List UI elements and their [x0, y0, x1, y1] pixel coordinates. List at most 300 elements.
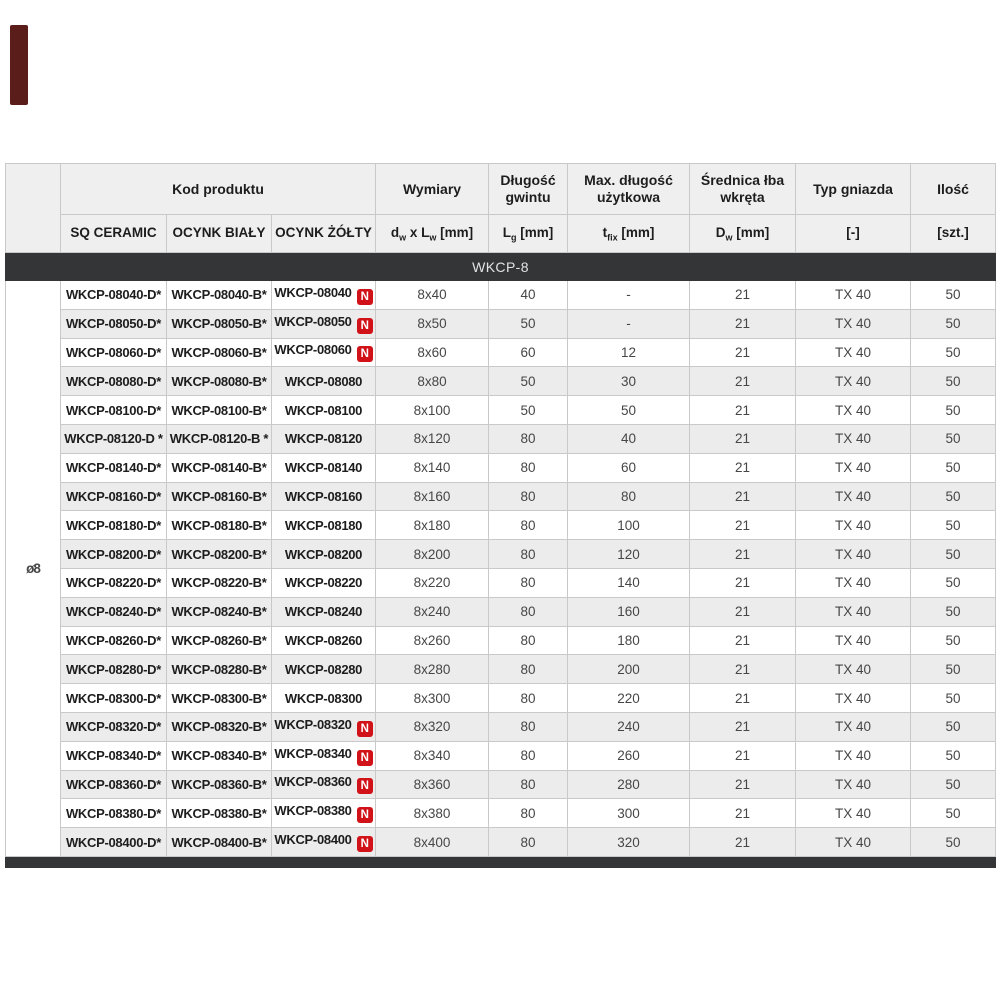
- cell-head-diameter-text: 21: [735, 575, 751, 591]
- cell-usable-length: [568, 741, 690, 770]
- cell-code-sq-ceramic: [61, 828, 167, 857]
- cell-code-sq-ceramic: [61, 281, 167, 310]
- cell-dims-text: 8x400: [413, 834, 451, 850]
- cell-code-ocynk-bialy-text: WKCP-08360-B*: [171, 776, 267, 792]
- cell-quantity-text: 50: [945, 517, 961, 533]
- cell-code-sq-ceramic-text: WKCP-08300-D*: [65, 690, 162, 706]
- cell-code-sq-ceramic-text: WKCP-08380-D*: [65, 805, 162, 821]
- cell-usable-length-text: 50: [621, 402, 637, 418]
- cell-usable-length: [568, 453, 690, 482]
- cell-code-ocynk-bialy: [167, 453, 272, 482]
- diameter-label: ø8: [6, 281, 61, 857]
- new-badge-icon: N: [357, 289, 373, 305]
- cell-thread-length: [489, 597, 568, 626]
- cell-dims: [376, 741, 489, 770]
- cell-head-diameter: [690, 799, 796, 828]
- cell-socket-type: [796, 424, 911, 453]
- cell-head-diameter: [690, 396, 796, 425]
- cell-usable-length: [568, 482, 690, 511]
- cell-dims: [376, 367, 489, 396]
- cell-usable-length-text: 240: [617, 719, 640, 735]
- cell-head-diameter: [690, 770, 796, 799]
- subcol-unit-usable-length: [568, 215, 690, 253]
- table-row: [6, 626, 996, 655]
- cell-usable-length: [568, 568, 690, 597]
- cell-thread-length: [489, 626, 568, 655]
- cell-head-diameter: [690, 597, 796, 626]
- cell-code-ocynk-bialy: [167, 684, 272, 713]
- cell-code-sq-ceramic: [61, 309, 167, 338]
- table-row: [6, 712, 996, 741]
- cell-socket-type-text: TX 40: [835, 316, 872, 332]
- cell-code-ocynk-zolty-text: WKCP-08380: [274, 803, 352, 819]
- cell-code-ocynk-bialy-text: WKCP-08080-B*: [171, 373, 267, 389]
- cell-quantity: [911, 396, 996, 425]
- cell-thread-length: [489, 828, 568, 857]
- col-header-max-usable-length: Max. długość użytkowa: [568, 164, 690, 215]
- cell-quantity: [911, 309, 996, 338]
- cell-head-diameter-text: 21: [735, 690, 751, 706]
- cell-code-sq-ceramic-text: WKCP-08340-D*: [65, 748, 162, 764]
- subcol-unit-quantity: [szt.]: [911, 215, 996, 253]
- cell-quantity: [911, 684, 996, 713]
- cell-socket-type: [796, 309, 911, 338]
- cell-quantity-text: 50: [945, 431, 961, 447]
- cell-thread-length: [489, 712, 568, 741]
- cell-quantity: [911, 453, 996, 482]
- cell-code-ocynk-zolty-text: WKCP-08060: [274, 342, 352, 358]
- cell-code-ocynk-zolty-text: WKCP-08180: [284, 517, 363, 533]
- new-badge-icon: N: [357, 807, 373, 823]
- cell-code-ocynk-zolty: [272, 338, 376, 367]
- cell-socket-type-text: TX 40: [835, 344, 872, 360]
- cell-socket-type: [796, 453, 911, 482]
- cell-code-ocynk-bialy-text: WKCP-08180-B*: [171, 517, 267, 533]
- cell-code-sq-ceramic-text: WKCP-08240-D*: [65, 604, 162, 620]
- cell-head-diameter: [690, 712, 796, 741]
- cell-thread-length-text: 60: [520, 344, 536, 360]
- bottom-band-strip: [6, 856, 996, 867]
- cell-thread-length: [489, 453, 568, 482]
- cell-code-ocynk-bialy: [167, 396, 272, 425]
- cell-usable-length-text: 140: [617, 575, 640, 591]
- cell-head-diameter: [690, 453, 796, 482]
- table-row: [6, 568, 996, 597]
- cell-head-diameter: [690, 568, 796, 597]
- cell-code-ocynk-zolty: [272, 684, 376, 713]
- cell-socket-type-text: TX 40: [835, 402, 872, 418]
- cell-code-ocynk-zolty-text: WKCP-08340: [274, 745, 352, 761]
- cell-thread-length: [489, 741, 568, 770]
- cell-head-diameter-text: 21: [735, 316, 751, 332]
- cell-code-ocynk-bialy: [167, 367, 272, 396]
- cell-quantity-text: 50: [945, 546, 961, 562]
- table-body: [6, 281, 996, 857]
- unit-text: [mm]: [617, 225, 655, 241]
- table-row: [6, 453, 996, 482]
- cell-code-ocynk-bialy: [167, 655, 272, 684]
- group-band-label: WKCP-8: [6, 253, 996, 281]
- cell-thread-length-text: 80: [520, 661, 536, 677]
- cell-thread-length-text: 50: [520, 373, 536, 389]
- cell-quantity-text: 50: [945, 316, 961, 332]
- cell-usable-length-text: 300: [617, 805, 640, 821]
- cell-head-diameter-text: 21: [735, 776, 751, 792]
- cell-socket-type-text: TX 40: [835, 748, 872, 764]
- cell-thread-length-text: 80: [520, 776, 536, 792]
- cell-head-diameter-text: 21: [735, 460, 751, 476]
- cell-usable-length-text: 60: [621, 460, 637, 476]
- cell-code-ocynk-zolty: [272, 281, 376, 310]
- new-badge-icon: N: [357, 346, 373, 362]
- cell-quantity: [911, 281, 996, 310]
- new-badge-icon: N: [357, 836, 373, 852]
- cell-code-ocynk-zolty-text: WKCP-08260: [284, 632, 363, 648]
- cell-code-sq-ceramic-text: WKCP-08220-D*: [65, 575, 162, 591]
- cell-usable-length-text: 40: [621, 431, 637, 447]
- cell-head-diameter-text: 21: [735, 632, 751, 648]
- cell-head-diameter: [690, 511, 796, 540]
- cell-quantity-text: 50: [945, 690, 961, 706]
- cell-code-ocynk-zolty-text: WKCP-08300: [284, 690, 363, 706]
- cell-code-sq-ceramic-text: WKCP-08140-D*: [65, 460, 162, 476]
- cell-usable-length-text: -: [626, 287, 631, 303]
- cell-dims: [376, 568, 489, 597]
- cell-dims: [376, 424, 489, 453]
- cell-thread-length-text: 80: [520, 460, 536, 476]
- cell-code-ocynk-bialy-text: WKCP-08400-B*: [171, 834, 267, 850]
- cell-head-diameter-text: 21: [735, 604, 751, 620]
- subcol-unit-thread-length: [489, 215, 568, 253]
- cell-thread-length-text: 80: [520, 632, 536, 648]
- cell-socket-type: [796, 338, 911, 367]
- cell-code-sq-ceramic: [61, 396, 167, 425]
- cell-code-ocynk-zolty: [272, 482, 376, 511]
- product-spec-table: [5, 163, 996, 868]
- cell-dims: [376, 281, 489, 310]
- cell-code-sq-ceramic: [61, 338, 167, 367]
- new-badge-icon: N: [357, 778, 373, 794]
- cell-quantity: [911, 338, 996, 367]
- cell-usable-length-text: -: [626, 316, 631, 332]
- cell-code-sq-ceramic-text: WKCP-08200-D*: [65, 546, 162, 562]
- cell-code-ocynk-bialy: [167, 309, 272, 338]
- cell-socket-type-text: TX 40: [835, 776, 872, 792]
- cell-quantity-text: 50: [945, 805, 961, 821]
- cell-thread-length: [489, 684, 568, 713]
- cell-usable-length: [568, 626, 690, 655]
- cell-code-ocynk-zolty: [272, 309, 376, 338]
- cell-dims-text: 8x40: [417, 287, 447, 303]
- cell-thread-length-text: 80: [520, 690, 536, 706]
- cell-dims-text: 8x100: [413, 402, 451, 418]
- cell-quantity: [911, 770, 996, 799]
- cell-usable-length-text: 120: [617, 546, 640, 562]
- table-bottom-band: [6, 856, 996, 867]
- cell-socket-type: [796, 511, 911, 540]
- cell-code-ocynk-zolty-text: WKCP-08220: [284, 575, 363, 591]
- cell-code-sq-ceramic: [61, 799, 167, 828]
- new-badge-icon: N: [357, 318, 373, 334]
- cell-code-ocynk-bialy: [167, 424, 272, 453]
- cell-socket-type-text: TX 40: [835, 431, 872, 447]
- table-row: [6, 338, 996, 367]
- cell-quantity-text: 50: [945, 460, 961, 476]
- cell-quantity-text: 50: [945, 632, 961, 648]
- cell-usable-length-text: 30: [621, 373, 637, 389]
- cell-dims: [376, 828, 489, 857]
- cell-code-ocynk-bialy: [167, 626, 272, 655]
- cell-code-ocynk-zolty-text: WKCP-08040: [274, 284, 352, 300]
- cell-head-diameter-text: 21: [735, 373, 751, 389]
- table-row: [6, 424, 996, 453]
- cell-socket-type: [796, 655, 911, 684]
- cell-code-sq-ceramic: [61, 741, 167, 770]
- cell-code-ocynk-zolty: [272, 511, 376, 540]
- cell-code-ocynk-bialy-text: WKCP-08140-B*: [171, 460, 267, 476]
- cell-thread-length: [489, 511, 568, 540]
- cell-head-diameter-text: 21: [735, 517, 751, 533]
- cell-code-sq-ceramic: [61, 482, 167, 511]
- cell-code-ocynk-zolty: [272, 626, 376, 655]
- cell-code-ocynk-bialy-text: WKCP-08120-B *: [169, 431, 269, 447]
- cell-socket-type: [796, 482, 911, 511]
- cell-head-diameter: [690, 281, 796, 310]
- cell-code-ocynk-bialy: [167, 799, 272, 828]
- cell-usable-length-text: 280: [617, 776, 640, 792]
- cell-head-diameter: [690, 367, 796, 396]
- cell-usable-length-text: 200: [617, 661, 640, 677]
- cell-code-ocynk-bialy: [167, 511, 272, 540]
- cell-code-ocynk-bialy: [167, 712, 272, 741]
- cell-code-ocynk-zolty-text: WKCP-08200: [284, 546, 363, 562]
- cell-dims-text: 8x320: [413, 719, 451, 735]
- cell-code-ocynk-bialy-text: WKCP-08320-B*: [171, 719, 267, 735]
- cell-code-sq-ceramic-text: WKCP-08360-D*: [65, 776, 162, 792]
- cell-quantity: [911, 568, 996, 597]
- cell-code-ocynk-bialy-text: WKCP-08040-B*: [171, 287, 267, 303]
- cell-dims: [376, 626, 489, 655]
- table-row: [6, 309, 996, 338]
- cell-quantity-text: 50: [945, 719, 961, 735]
- cell-code-ocynk-bialy: [167, 568, 272, 597]
- cell-thread-length: [489, 309, 568, 338]
- cell-quantity-text: 50: [945, 604, 961, 620]
- cell-usable-length: [568, 540, 690, 569]
- unit-text: x L: [406, 225, 430, 241]
- cell-dims-text: 8x340: [413, 748, 451, 764]
- cell-code-ocynk-zolty-text: WKCP-08320: [274, 716, 352, 732]
- cell-thread-length: [489, 799, 568, 828]
- cell-code-ocynk-zolty-text: WKCP-08160: [284, 488, 363, 504]
- unit-sub: w: [399, 233, 407, 244]
- col-header-product-code: Kod produktu: [61, 164, 376, 215]
- cell-quantity-text: 50: [945, 575, 961, 591]
- cell-socket-type-text: TX 40: [835, 460, 872, 476]
- cell-quantity: [911, 626, 996, 655]
- cell-code-ocynk-bialy: [167, 770, 272, 799]
- cell-code-ocynk-bialy-text: WKCP-08240-B*: [171, 604, 267, 620]
- cell-code-sq-ceramic-text: WKCP-08160-D*: [65, 488, 162, 504]
- cell-code-sq-ceramic-text: WKCP-08060-D*: [65, 344, 162, 360]
- cell-dims: [376, 396, 489, 425]
- cell-code-sq-ceramic-text: WKCP-08400-D*: [65, 834, 162, 850]
- table-row: [6, 281, 996, 310]
- cell-usable-length-text: 160: [617, 604, 640, 620]
- cell-quantity: [911, 424, 996, 453]
- cell-head-diameter-text: 21: [735, 748, 751, 764]
- cell-usable-length-text: 100: [617, 517, 640, 533]
- cell-code-sq-ceramic: [61, 453, 167, 482]
- cell-code-ocynk-zolty: [272, 540, 376, 569]
- cell-code-sq-ceramic-text: WKCP-08050-D*: [65, 316, 162, 332]
- cell-usable-length-text: 260: [617, 748, 640, 764]
- cell-quantity-text: 50: [945, 373, 961, 389]
- cell-code-ocynk-bialy: [167, 597, 272, 626]
- cell-socket-type: [796, 828, 911, 857]
- cell-usable-length-text: 180: [617, 632, 640, 648]
- cell-usable-length: [568, 712, 690, 741]
- cell-code-sq-ceramic-text: WKCP-08080-D*: [65, 373, 162, 389]
- cell-dims: [376, 540, 489, 569]
- cell-code-sq-ceramic-text: WKCP-08280-D*: [65, 661, 162, 677]
- cell-dims: [376, 799, 489, 828]
- cell-code-ocynk-zolty-text: WKCP-08240: [284, 604, 363, 620]
- unit-text: [mm]: [732, 225, 770, 241]
- cell-quantity-text: 50: [945, 661, 961, 677]
- cell-code-ocynk-bialy-text: WKCP-08340-B*: [171, 748, 267, 764]
- cell-code-sq-ceramic: [61, 367, 167, 396]
- cell-code-ocynk-zolty: [272, 367, 376, 396]
- cell-dims-text: 8x280: [413, 661, 451, 677]
- cell-socket-type: [796, 626, 911, 655]
- cell-usable-length: [568, 309, 690, 338]
- cell-code-ocynk-bialy: [167, 482, 272, 511]
- cell-code-ocynk-zolty: [272, 741, 376, 770]
- cell-usable-length: [568, 655, 690, 684]
- cell-code-sq-ceramic-text: WKCP-08120-D *: [64, 431, 163, 447]
- cell-head-diameter-text: 21: [735, 834, 751, 850]
- cell-code-ocynk-zolty: [272, 568, 376, 597]
- cell-dims-text: 8x200: [413, 546, 451, 562]
- unit-text: L: [502, 225, 512, 241]
- col-header-thread-length: Długość gwintu: [489, 164, 568, 215]
- cell-code-ocynk-zolty-text: WKCP-08080: [284, 373, 363, 389]
- cell-usable-length-text: 80: [621, 488, 637, 504]
- cell-socket-type-text: TX 40: [835, 575, 872, 591]
- page-edge-marker: [10, 25, 28, 105]
- cell-head-diameter-text: 21: [735, 488, 751, 504]
- cell-usable-length: [568, 511, 690, 540]
- cell-code-sq-ceramic-text: WKCP-08320-D*: [65, 719, 162, 735]
- unit-text: [mm]: [516, 225, 554, 241]
- cell-code-ocynk-bialy: [167, 338, 272, 367]
- cell-quantity-text: 50: [945, 402, 961, 418]
- col-header-head-diameter: Średnica łba wkręta: [690, 164, 796, 215]
- cell-dims: [376, 482, 489, 511]
- cell-dims-text: 8x300: [413, 690, 451, 706]
- cell-code-ocynk-bialy-text: WKCP-08220-B*: [171, 575, 267, 591]
- subcol-unit-socket-type: [-]: [796, 215, 911, 253]
- cell-usable-length: [568, 367, 690, 396]
- cell-usable-length: [568, 338, 690, 367]
- cell-dims-text: 8x220: [413, 575, 451, 591]
- cell-code-ocynk-zolty: [272, 799, 376, 828]
- cell-code-ocynk-bialy-text: WKCP-08280-B*: [171, 661, 267, 677]
- cell-quantity-text: 50: [945, 344, 961, 360]
- cell-dims-text: 8x140: [413, 460, 451, 476]
- cell-thread-length: [489, 655, 568, 684]
- cell-usable-length: [568, 396, 690, 425]
- table-row: [6, 655, 996, 684]
- cell-usable-length-text: 220: [617, 690, 640, 706]
- col-header-quantity: Ilość: [911, 164, 996, 215]
- cell-code-ocynk-bialy: [167, 741, 272, 770]
- cell-thread-length: [489, 568, 568, 597]
- cell-code-ocynk-zolty-text: WKCP-08120: [284, 431, 363, 447]
- cell-socket-type: [796, 684, 911, 713]
- cell-code-sq-ceramic: [61, 568, 167, 597]
- subcol-ocynk-zolty: OCYNK ŻÓŁTY: [272, 215, 376, 253]
- new-badge-icon: N: [357, 721, 373, 737]
- cell-socket-type-text: TX 40: [835, 632, 872, 648]
- cell-socket-type: [796, 597, 911, 626]
- cell-thread-length: [489, 770, 568, 799]
- cell-socket-type: [796, 712, 911, 741]
- cell-thread-length-text: 50: [520, 316, 536, 332]
- cell-head-diameter: [690, 655, 796, 684]
- cell-quantity: [911, 828, 996, 857]
- cell-socket-type-text: TX 40: [835, 287, 872, 303]
- cell-dims-text: 8x160: [413, 488, 451, 504]
- cell-code-ocynk-zolty-text: WKCP-08100: [284, 402, 363, 418]
- subcol-unit-dims: [376, 215, 489, 253]
- cell-quantity-text: 50: [945, 834, 961, 850]
- unit-text: d: [390, 225, 400, 241]
- cell-thread-length-text: 80: [520, 546, 536, 562]
- cell-socket-type-text: TX 40: [835, 373, 872, 389]
- cell-thread-length-text: 80: [520, 604, 536, 620]
- cell-code-ocynk-zolty-text: WKCP-08360: [274, 774, 352, 790]
- cell-head-diameter: [690, 828, 796, 857]
- subcol-ocynk-bialy: OCYNK BIAŁY: [167, 215, 272, 253]
- cell-head-diameter-text: 21: [735, 431, 751, 447]
- cell-code-ocynk-bialy-text: WKCP-08300-B*: [171, 690, 267, 706]
- cell-socket-type-text: TX 40: [835, 834, 872, 850]
- cell-thread-length: [489, 396, 568, 425]
- cell-usable-length: [568, 828, 690, 857]
- cell-quantity: [911, 482, 996, 511]
- cell-head-diameter-text: 21: [735, 402, 751, 418]
- cell-code-sq-ceramic: [61, 540, 167, 569]
- cell-code-ocynk-zolty: [272, 396, 376, 425]
- col-header-socket-type: Typ gniazda: [796, 164, 911, 215]
- cell-thread-length-text: 80: [520, 834, 536, 850]
- cell-code-ocynk-bialy: [167, 540, 272, 569]
- table-row: [6, 511, 996, 540]
- cell-socket-type: [796, 799, 911, 828]
- cell-thread-length-text: 80: [520, 719, 536, 735]
- cell-quantity: [911, 367, 996, 396]
- cell-quantity: [911, 655, 996, 684]
- cell-code-ocynk-bialy-text: WKCP-08060-B*: [171, 344, 267, 360]
- table-row: [6, 540, 996, 569]
- cell-thread-length: [489, 281, 568, 310]
- cell-code-sq-ceramic-text: WKCP-08100-D*: [65, 402, 162, 418]
- cell-usable-length-text: 320: [617, 834, 640, 850]
- cell-quantity: [911, 511, 996, 540]
- cell-code-sq-ceramic: [61, 424, 167, 453]
